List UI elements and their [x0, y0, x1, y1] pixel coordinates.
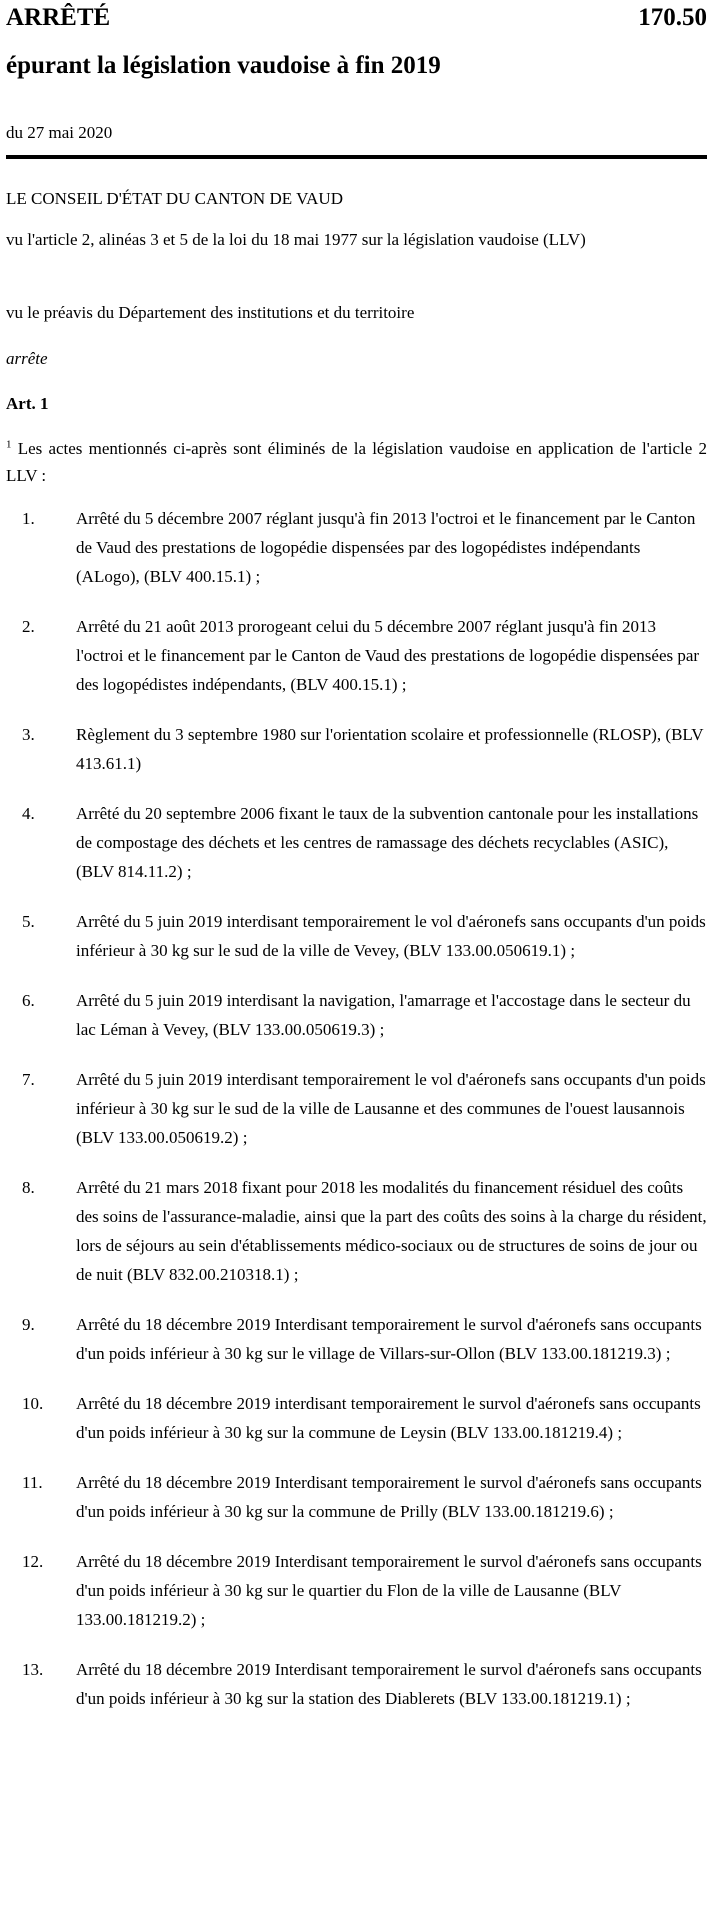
list-item: [6, 1310, 707, 1368]
list-item: [6, 1389, 707, 1447]
list-item-number: 6.: [22, 991, 35, 1010]
list-item: [6, 504, 707, 591]
list-item-number: 9.: [22, 1315, 35, 1334]
list-item-text: Arrêté du 18 décembre 2019 Interdisant temporairement le survol d'aéronefs sans occupants d'un poids inférieur à 30 kg sur la station des Diablerets (BLV 133.00.181219.1) ;: [76, 1660, 702, 1708]
list-item-number: 2.: [22, 617, 35, 636]
list-item-number: 11.: [22, 1473, 43, 1492]
list-item-number: 7.: [22, 1070, 35, 1089]
document-date: du 27 mai 2020: [6, 123, 113, 142]
document-subtitle: épurant la législation vaudoise à fin 2019: [6, 52, 441, 79]
list-item: [6, 1547, 707, 1634]
list-item: [6, 1065, 707, 1152]
list-item: [6, 986, 707, 1044]
list-item: [6, 1655, 707, 1713]
paragraph-number: 1: [6, 438, 12, 451]
list-item-number: 3.: [22, 725, 35, 744]
preamble-vu-preavis: vu le préavis du Département des institutions et du territoire: [6, 303, 415, 322]
list-item-number: 13.: [22, 1660, 44, 1679]
list-item: [6, 907, 707, 965]
list-item-text: Arrêté du 18 décembre 2019 Interdisant temporairement le survol d'aéronefs sans occupants d'un poids inférieur à 30 kg sur la commune de Prilly (BLV 133.00.181219.6) ;: [76, 1473, 702, 1521]
list-item-text: Règlement du 3 septembre 1980 sur l'orientation scolaire et professionnelle (RLOSP), (BLV 413.61.1): [76, 725, 704, 773]
header-divider: [6, 155, 707, 159]
list-item-text: Arrêté du 21 août 2013 prorogeant celui du 5 décembre 2007 réglant jusqu'à fin 2013 l'octroi et le financement par le Canton de Vaud des prestations de logopédie dispensées par des logopédistes indépendants, (BLV 400.15.1) ;: [76, 617, 700, 694]
document-title: ARRÊTÉ: [6, 4, 111, 31]
document-number: 170.50: [638, 4, 707, 31]
article-title: Art. 1: [6, 394, 49, 413]
repealed-acts-list: [6, 504, 707, 1734]
list-item-text: Arrêté du 5 juin 2019 interdisant temporairement le vol d'aéronefs sans occupants d'un poids inférieur à 30 kg sur le sud de la ville de Lausanne et des communes de l'ouest lausannois (BLV 133.00.050619.2) ;: [76, 1070, 706, 1147]
article-paragraph: [6, 435, 707, 489]
list-item-number: 4.: [22, 804, 35, 823]
list-item-text: Arrêté du 5 décembre 2007 réglant jusqu'à fin 2013 l'octroi et le financement par le Canton de Vaud des prestations de logopédie dispensées par des logopédistes indépendants (ALogo), (BLV 400.15.1) ;: [76, 509, 696, 586]
list-item: [6, 1173, 707, 1289]
list-item: [6, 1468, 707, 1526]
list-item: [6, 720, 707, 778]
list-item-number: 1.: [22, 509, 35, 528]
list-item-text: Arrêté du 18 décembre 2019 Interdisant temporairement le survol d'aéronefs sans occupants d'un poids inférieur à 30 kg sur le quartier du Flon de la ville de Lausanne (BLV 133.00.181219.2) ;: [76, 1552, 702, 1629]
paragraph-text: Les actes mentionnés ci-après sont éliminés de la législation vaudoise en application de l'article 2 LLV :: [6, 439, 708, 485]
list-item: [6, 799, 707, 886]
list-item-text: Arrêté du 5 juin 2019 interdisant temporairement le vol d'aéronefs sans occupants d'un poids inférieur à 30 kg sur le sud de la ville de Vevey, (BLV 133.00.050619.1) ;: [76, 912, 706, 960]
list-item-text: Arrêté du 18 décembre 2019 Interdisant temporairement le survol d'aéronefs sans occupants d'un poids inférieur à 30 kg sur le village de Villars-sur-Ollon (BLV 133.00.181219.3) ;: [76, 1315, 702, 1363]
council-heading: LE CONSEIL D'ÉTAT DU CANTON DE VAUD: [6, 189, 343, 208]
arrete-keyword: arrête: [6, 349, 48, 368]
list-item: [6, 612, 707, 699]
list-item-text: Arrêté du 20 septembre 2006 fixant le taux de la subvention cantonale pour les installations de compostage des déchets et les centres de ramassage des déchets recyclables (ASIC), (BLV 814.11.2) ;: [76, 804, 699, 881]
list-item-number: 8.: [22, 1178, 35, 1197]
list-item-text: Arrêté du 5 juin 2019 interdisant la navigation, l'amarrage et l'accostage dans le secteur du lac Léman à Vevey, (BLV 133.00.050619.3) ;: [76, 991, 691, 1039]
list-item-number: 12.: [22, 1552, 44, 1571]
preamble-vu-law: vu l'article 2, alinéas 3 et 5 de la loi du 18 mai 1977 sur la législation vaudoise (LLV): [6, 230, 586, 249]
list-item-text: Arrêté du 18 décembre 2019 interdisant temporairement le survol d'aéronefs sans occupants d'un poids inférieur à 30 kg sur la commune de Leysin (BLV 133.00.181219.4) ;: [76, 1394, 701, 1442]
document-header: [6, 2, 707, 38]
list-item-number: 10.: [22, 1394, 44, 1413]
list-item-text: Arrêté du 21 mars 2018 fixant pour 2018 les modalités du financement résiduel des coûts des soins de l'assurance-maladie, ainsi que la part des coûts des soins à la charge du résident, lors de séjours au sein d'établissements médico-sociaux ou de structures de soins de jour ou de nuit (BLV 832.00.210318.1) ;: [76, 1178, 707, 1284]
list-item-number: 5.: [22, 912, 35, 931]
